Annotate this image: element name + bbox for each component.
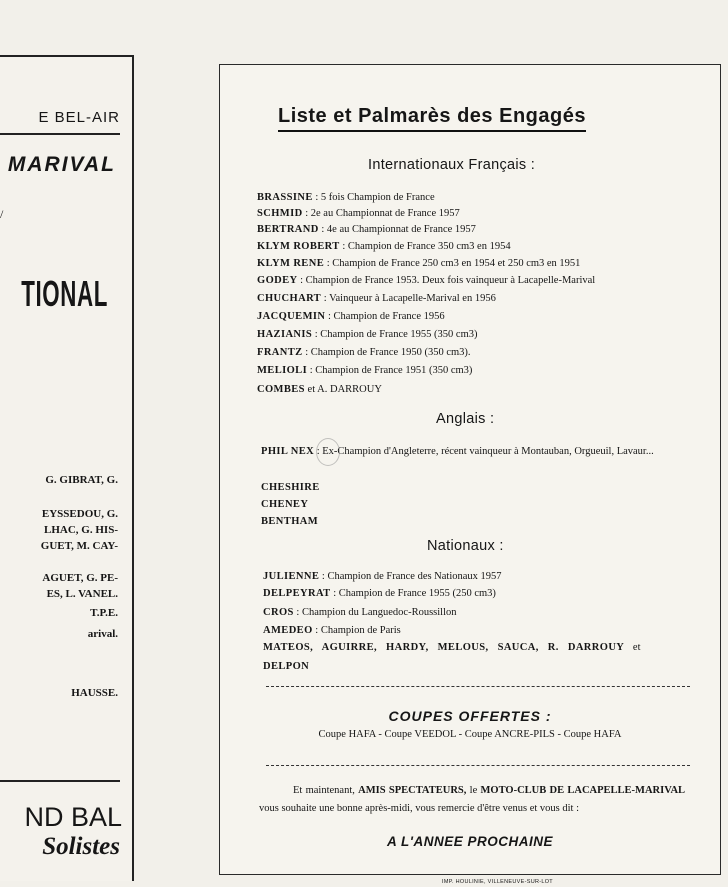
rider-record: : 5 fois Champion de France bbox=[315, 192, 435, 203]
rider-record: : Champion de France 350 cm3 en 1954 bbox=[342, 241, 511, 252]
rider-record: : Champion du Languedoc-Roussillon bbox=[296, 607, 457, 618]
rider-record: : Champion de France 1951 (350 cm3) bbox=[309, 365, 473, 376]
rider-name: BRASSINE bbox=[257, 192, 313, 203]
list-item bbox=[263, 570, 502, 584]
left-name-line: ES, L. VANEL. bbox=[46, 588, 118, 600]
list-item bbox=[263, 606, 457, 620]
rider-name: CHESHIRE bbox=[261, 482, 320, 493]
list-item bbox=[263, 587, 496, 601]
rider-record: : 4e au Championnat de France 1957 bbox=[321, 224, 476, 235]
closing-text: le bbox=[469, 785, 478, 796]
list-item bbox=[257, 310, 445, 324]
rider-record: : Champion de France 1953. Deux fois vainqueur à Lacapelle-Marival bbox=[300, 275, 596, 286]
section-divider bbox=[266, 686, 690, 687]
list-item bbox=[263, 624, 401, 638]
list-item bbox=[263, 641, 641, 655]
rider-name: BERTRAND bbox=[257, 224, 319, 235]
rider-record: et bbox=[632, 642, 641, 653]
rider-record: : Ex-Champion d'Angleterre, récent vainqueur à Montauban, Orgueuil, Lavaur... bbox=[316, 446, 654, 457]
rider-name: BENTHAM bbox=[261, 516, 319, 527]
section-heading-internationaux: Internationaux Français : bbox=[368, 157, 536, 173]
rider-record: : Champion de France 250 cm3 en 1954 et 250 cm3 en 1951 bbox=[326, 258, 581, 269]
rider-record: et A. DARROUY bbox=[307, 384, 382, 395]
list-item bbox=[257, 207, 460, 221]
left-name-line: HAUSSE. bbox=[71, 687, 118, 699]
list-item bbox=[257, 292, 496, 306]
rider-name: CROS bbox=[263, 607, 294, 618]
coupes-list: Coupe HAFA - Coupe VEEDOL - Coupe ANCRE-PILS - Coupe HAFA bbox=[318, 729, 622, 740]
rider-record: : Champion de France 1955 (250 cm3) bbox=[333, 588, 496, 599]
left-name-line: G. GIBRAT, G. bbox=[45, 474, 118, 486]
left-tick-mark: / bbox=[0, 207, 4, 221]
left-rule-top bbox=[0, 133, 120, 135]
rider-name: CHENEY bbox=[261, 499, 309, 510]
rider-name: AMEDEO bbox=[263, 625, 313, 636]
rider-name: JULIENNE bbox=[263, 571, 320, 582]
left-solistes-text: Solistes bbox=[42, 833, 120, 860]
list-item bbox=[257, 274, 595, 288]
closing-text: Et maintenant, bbox=[293, 785, 355, 796]
rider-name: KLYM ROBERT bbox=[257, 241, 340, 252]
faded-stamp-mark bbox=[316, 438, 340, 466]
rider-name: DELPON bbox=[263, 661, 310, 672]
list-item bbox=[257, 364, 472, 378]
rider-record: : Champion de France 1950 (350 cm3). bbox=[305, 347, 471, 358]
list-item bbox=[257, 346, 471, 360]
rider-name: COMBES bbox=[257, 384, 305, 395]
left-name-line: AGUET, G. PE- bbox=[42, 572, 118, 584]
closing-amis: AMIS SPECTATEURS, bbox=[358, 785, 467, 796]
left-rule-bottom bbox=[0, 780, 120, 782]
rider-name: MELIOLI bbox=[257, 365, 308, 376]
rider-name: DELPEYRAT bbox=[263, 588, 331, 599]
rider-name: MATEOS, AGUIRRE, HARDY, MELOUS, SAUCA, R. DARROUY bbox=[263, 642, 625, 653]
closing-club: MOTO-CLUB DE LACAPELLE-MARIVAL bbox=[480, 785, 686, 796]
list-item bbox=[257, 257, 580, 271]
left-marival-text: MARIVAL bbox=[7, 153, 116, 176]
left-name-line: T.P.E. bbox=[90, 607, 118, 619]
rider-record: : Champion de France des Nationaux 1957 bbox=[321, 571, 502, 582]
left-name-line: GUET, M. CAY- bbox=[40, 540, 118, 552]
rider-record: : Champion de France 1956 bbox=[327, 311, 445, 322]
page-title: Liste et Palmarès des Engagés bbox=[278, 105, 586, 132]
rider-record: : Vainqueur à Lacapelle-Marival en 1956 bbox=[323, 293, 496, 304]
rider-record: : 2e au Championnat de France 1957 bbox=[305, 208, 460, 219]
rider-name: FRANTZ bbox=[257, 347, 303, 358]
rider-name: PHIL NEX bbox=[261, 446, 315, 457]
list-item bbox=[257, 191, 435, 205]
rider-name: CHUCHART bbox=[257, 293, 322, 304]
list-item bbox=[261, 481, 320, 495]
closing-paragraph bbox=[259, 782, 685, 818]
section-heading-nationaux: Nationaux : bbox=[427, 538, 504, 554]
list-item bbox=[257, 223, 476, 237]
printer-imprint: IMP. HOULINIE, VILLENEUVE-SUR-LOT bbox=[442, 879, 553, 885]
rider-name: HAZIANIS bbox=[257, 329, 313, 340]
rider-record: : Champion de France 1955 (350 cm3) bbox=[314, 329, 478, 340]
rider-name: SCHMID bbox=[257, 208, 303, 219]
left-name-line: EYSSEDOU, G. bbox=[41, 508, 118, 520]
rider-name: JACQUEMIN bbox=[257, 311, 326, 322]
left-dance-text: ND BAL bbox=[24, 802, 122, 832]
list-item bbox=[261, 515, 318, 529]
left-bel-air-text: E BEL-AIR bbox=[38, 109, 120, 126]
closing-slogan: A L'ANNEE PROCHAINE bbox=[387, 834, 553, 849]
left-name-line: arival. bbox=[87, 628, 118, 640]
left-page-fragment bbox=[0, 55, 134, 881]
coupes-heading: COUPES OFFERTES : bbox=[388, 708, 552, 724]
left-name-line: LHAC, G. HIS- bbox=[44, 524, 118, 536]
left-tional-heading: TIONAL bbox=[21, 273, 108, 314]
list-item bbox=[257, 240, 511, 254]
list-item bbox=[261, 498, 308, 512]
list-item bbox=[257, 383, 382, 397]
program-page bbox=[219, 64, 721, 875]
section-divider bbox=[266, 765, 690, 766]
list-item bbox=[263, 660, 309, 674]
section-heading-anglais: Anglais : bbox=[436, 411, 495, 427]
rider-name: KLYM RENE bbox=[257, 258, 325, 269]
list-item bbox=[257, 328, 477, 342]
rider-name: GODEY bbox=[257, 275, 298, 286]
rider-record: : Champion de Paris bbox=[315, 625, 401, 636]
closing-text: vous souhaite une bonne après-midi, vous remercie d'être venus et vous dit : bbox=[259, 803, 580, 814]
